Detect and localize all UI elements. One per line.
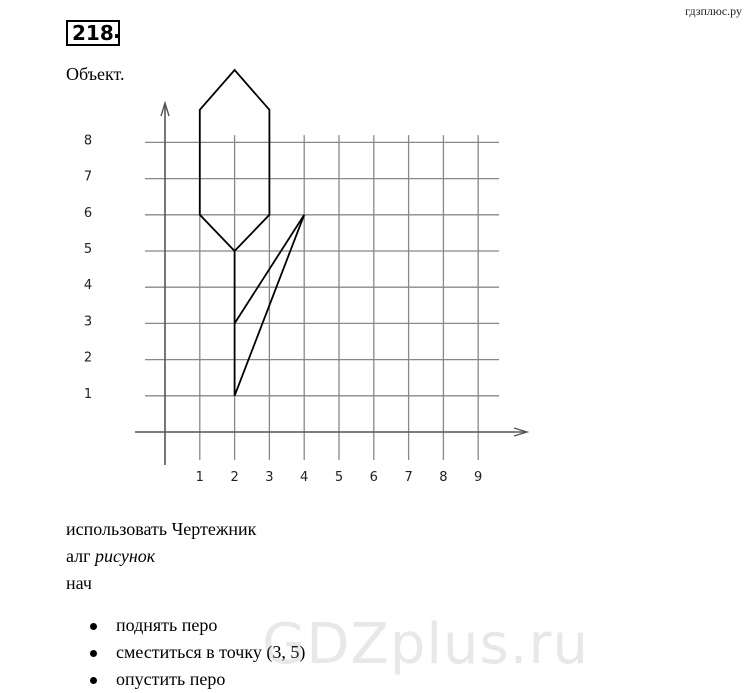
axes — [135, 103, 527, 465]
grid-lines — [145, 135, 499, 460]
y-tick-label: 5 — [83, 242, 93, 257]
list-item: поднять перо — [86, 612, 305, 639]
object-label: Объект. — [66, 64, 125, 84]
y-tick-label: 7 — [83, 169, 93, 185]
leaf — [235, 215, 305, 396]
code-alg-line — [66, 545, 155, 567]
x-tick-label: 4 — [300, 470, 309, 485]
x-tick-label: 6 — [369, 470, 378, 485]
list-item: опустить перо — [86, 666, 305, 693]
code-begin-line: нач — [66, 573, 92, 593]
tick-labels — [84, 133, 482, 485]
watermark: GDZplus.ru — [262, 612, 589, 677]
y-tick-label: 8 — [83, 133, 93, 149]
task-number-dot: . — [113, 19, 121, 43]
x-tick-label: 8 — [439, 470, 448, 485]
x-axis-arrow — [514, 428, 527, 436]
x-tick-label: 2 — [230, 470, 239, 485]
code-use-line: использовать Чертежник — [66, 519, 257, 539]
y-tick-label: 2 — [83, 350, 93, 366]
task-number: 218 — [66, 20, 120, 46]
x-tick-label: 1 — [195, 470, 204, 485]
flower-head — [200, 70, 270, 251]
site-mark: гдзплюс.ру — [685, 4, 742, 18]
drawn-shapes — [200, 70, 304, 396]
x-tick-label: 5 — [334, 470, 344, 485]
y-tick-label: 3 — [83, 314, 93, 330]
x-tick-label: 7 — [404, 470, 413, 485]
code-alg-keyword: алг — [66, 546, 96, 566]
y-tick-label: 4 — [83, 278, 93, 294]
steps-list — [86, 612, 305, 693]
y-tick-label: 6 — [83, 205, 93, 221]
y-tick-label: 1 — [83, 386, 93, 402]
x-tick-label: 9 — [474, 470, 483, 485]
y-axis-arrow — [161, 103, 169, 116]
x-tick-label: 3 — [265, 470, 274, 485]
list-item: сместиться в точку (3, 5) — [86, 639, 305, 666]
code-alg-name: рисунок — [95, 546, 156, 566]
